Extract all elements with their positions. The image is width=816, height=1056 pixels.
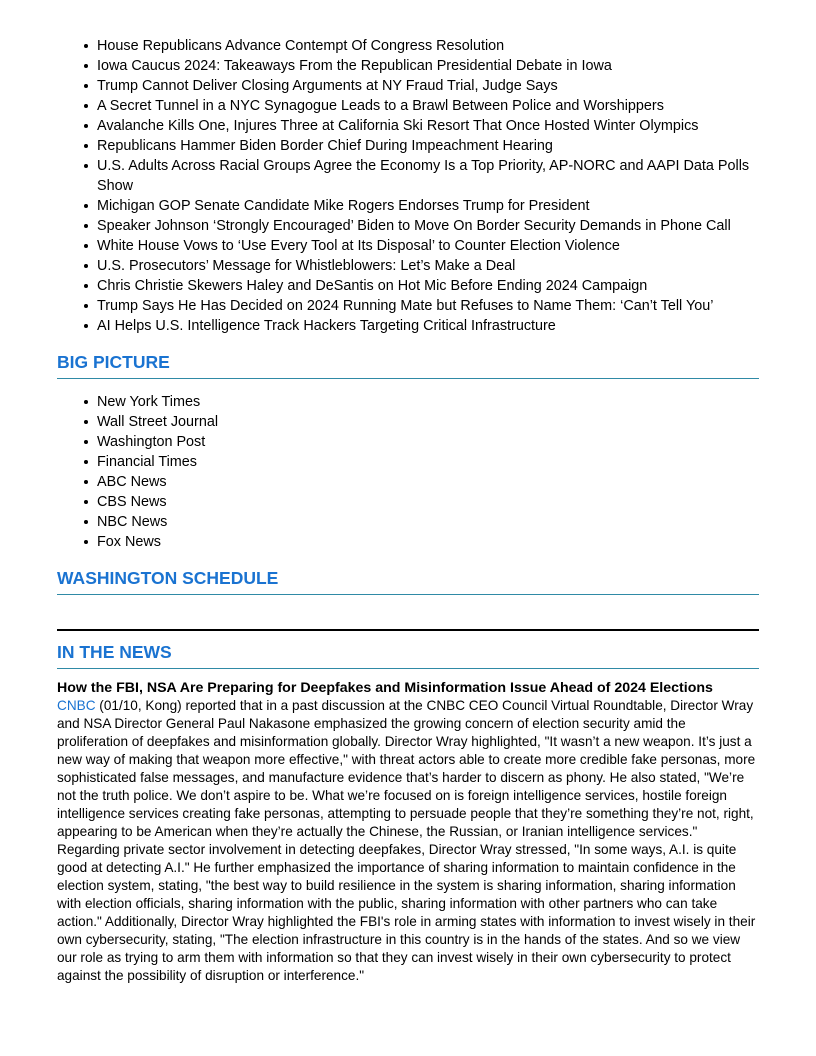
headline-item[interactable]: Avalanche Kills One, Injures Three at California Ski Resort That Once Hosted Winter Olympics	[57, 116, 759, 136]
headline-item[interactable]: U.S. Prosecutors’ Message for Whistleblowers: Let’s Make a Deal	[57, 256, 759, 276]
headline-item[interactable]: Trump Cannot Deliver Closing Arguments at NY Fraud Trial, Judge Says	[57, 76, 759, 96]
headline-item[interactable]: Chris Christie Skewers Haley and DeSantis on Hot Mic Before Ending 2024 Campaign	[57, 276, 759, 296]
headline-item[interactable]: A Secret Tunnel in a NYC Synagogue Leads to a Brawl Between Police and Worshippers	[57, 96, 759, 116]
source-item[interactable]: CBS News	[57, 492, 759, 512]
article-source-link[interactable]: CNBC	[57, 698, 96, 713]
headline-item[interactable]: AI Helps U.S. Intelligence Track Hackers Targeting Critical Infrastructure	[57, 316, 759, 336]
article-headline: How the FBI, NSA Are Preparing for Deepfakes and Misinformation Issue Ahead of 2024 Elections	[57, 680, 713, 696]
section-divider	[57, 629, 759, 631]
washington-schedule-heading: WASHINGTON SCHEDULE	[57, 567, 759, 595]
headline-item[interactable]: Iowa Caucus 2024: Takeaways From the Republican Presidential Debate in Iowa	[57, 56, 759, 76]
article-body	[57, 697, 759, 985]
headline-list	[57, 36, 759, 336]
newsletter-content	[57, 36, 759, 985]
schedule-empty-area	[57, 595, 759, 629]
headline-item[interactable]: White House Vows to ‘Use Every Tool at Its Disposal’ to Counter Election Violence	[57, 236, 759, 256]
big-picture-source-list	[57, 392, 759, 552]
source-item[interactable]: NBC News	[57, 512, 759, 532]
in-the-news-heading: IN THE NEWS	[57, 641, 759, 669]
article-text: (01/10, Kong) reported that in a past discussion at the CNBC CEO Council Virtual Roundtable, Director Wray and NSA Director General Paul Nakasone emphasized the growing concern of election security amid the proliferation of deepfakes and misinformation globally. Director Wray highlighted, "It wasn’t a new weapon. It’s just a new way of making that weapon more effective," with threat actors able to create more credible fake personas, more sophisticated false messages, and manufacture evidence that’s harder to discern as phony. He also stated, "We’re not the truth police. We don’t aspire to be. What we’re focused on is foreign intelligence services, hostile foreign intelligence services creating fake personas, attempting to persuade people that they’re something they’re not, right, appearing to be American when they’re actually the Chinese, the Russian, or Iranian intelligence services." Regarding private sector involvement in detecting deepfakes, Director Wray stressed, "In some ways, A.I. is quite good at detecting A.I." He further emphasized the importance of sharing information to maintain confidence in the election system, stating, "the best way to build resilience in the system is sharing information, sharing information with election officials, sharing information with the public, sharing information with other partners who can take action." Additionally, Director Wray highlighted the FBI's role in arming states with information to invest wisely in their own cybersecurity, stating, "The election infrastructure in this country is in the hands of the states. And so we view our role as trying to arm them with information so that they can invest wisely in their own cybersecurity to protect against the possibility of disruption or interference."	[57, 698, 756, 983]
source-item[interactable]: Wall Street Journal	[57, 412, 759, 432]
source-item[interactable]: ABC News	[57, 472, 759, 492]
headline-item[interactable]: Republicans Hammer Biden Border Chief During Impeachment Hearing	[57, 136, 759, 156]
headline-item[interactable]: House Republicans Advance Contempt Of Congress Resolution	[57, 36, 759, 56]
source-item[interactable]: New York Times	[57, 392, 759, 412]
headline-item[interactable]: Michigan GOP Senate Candidate Mike Rogers Endorses Trump for President	[57, 196, 759, 216]
headline-item[interactable]: Speaker Johnson ‘Strongly Encouraged’ Biden to Move On Border Security Demands in Phone Call	[57, 216, 759, 236]
big-picture-heading: BIG PICTURE	[57, 351, 759, 379]
headline-item[interactable]: U.S. Adults Across Racial Groups Agree the Economy Is a Top Priority, AP-NORC and AAPI Data Polls Show	[57, 156, 759, 196]
source-item[interactable]: Financial Times	[57, 452, 759, 472]
headline-item[interactable]: Trump Says He Has Decided on 2024 Running Mate but Refuses to Name Them: ‘Can’t Tell You’	[57, 296, 759, 316]
source-item[interactable]: Washington Post	[57, 432, 759, 452]
source-item[interactable]: Fox News	[57, 532, 759, 552]
